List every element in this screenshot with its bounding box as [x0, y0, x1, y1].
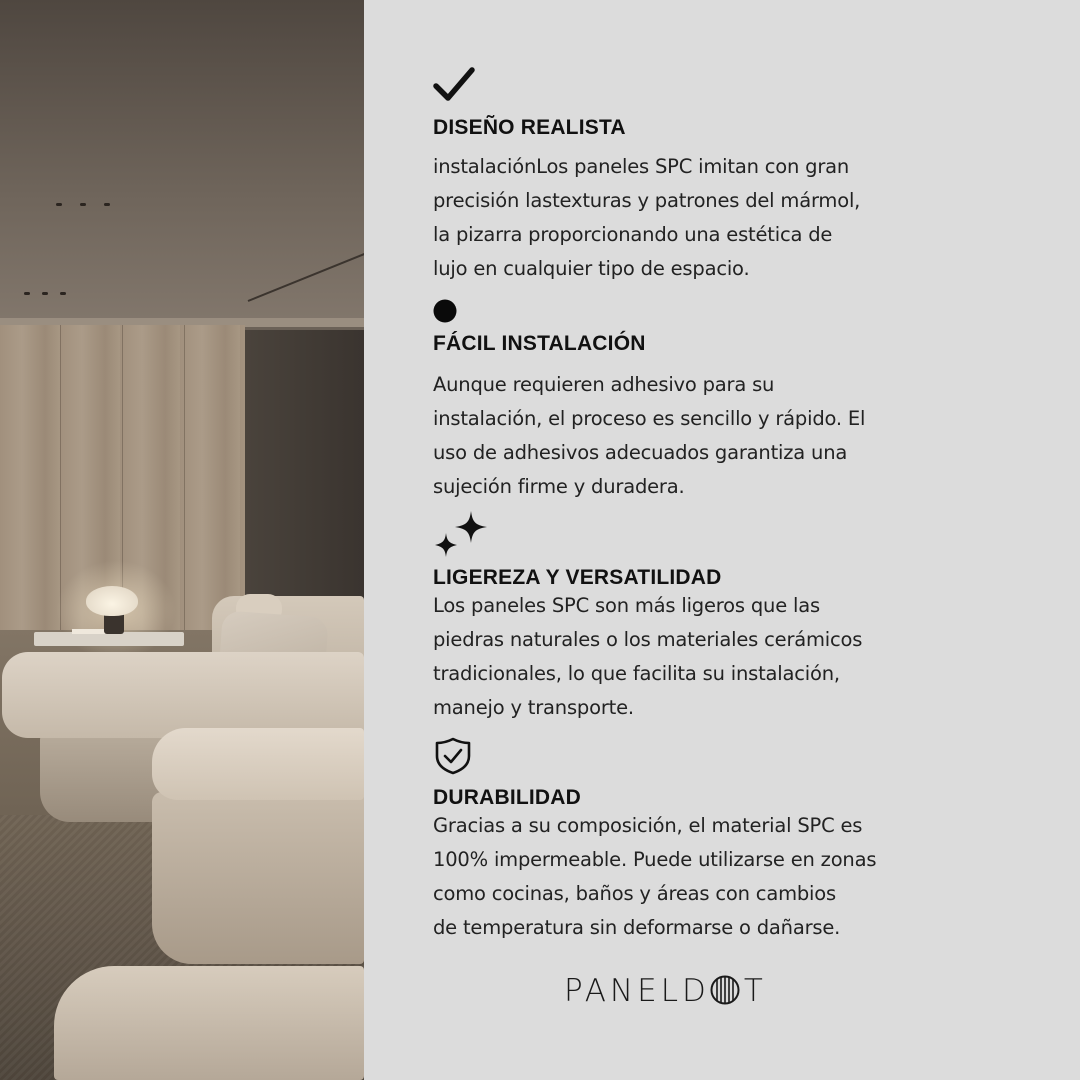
feature-section-easy-installation: [433, 330, 993, 504]
feature-section-durability: [433, 784, 993, 945]
description-line: Aunque requieren adhesivo para su: [433, 373, 775, 396]
feature-description: [433, 589, 993, 725]
description-line: piedras naturales o los materiales cerámicos: [433, 628, 863, 651]
description-line: manejo y transporte.: [433, 696, 634, 719]
description-line: precisión lastexturas y patrones del mármol,: [433, 189, 861, 212]
description-line: Gracias a su composición, el material SPC es: [433, 814, 863, 837]
shield-check-icon: [433, 736, 473, 776]
logo-text-prefix: PANELD: [564, 973, 710, 1009]
feature-section-realistic-design: [433, 114, 993, 286]
sparkles-icon: [433, 509, 493, 561]
description-line: lujo en cualquier tipo de espacio.: [433, 257, 750, 280]
feature-title: DISEÑO REALISTA: [433, 116, 626, 139]
feature-section-lightness-versatility: [433, 564, 993, 725]
description-line: instalación, el proceso es sencillo y rápido. El: [433, 407, 866, 430]
description-line: 100% impermeable. Puede utilizarse en zonas: [433, 848, 877, 871]
features-panel: [364, 0, 1080, 1080]
description-line: la pizarra proporcionando una estética de: [433, 223, 833, 246]
paneldot-logo: [564, 973, 767, 1009]
feature-title: DURABILIDAD: [433, 786, 582, 809]
feature-title: FÁCIL INSTALACIÓN: [433, 332, 646, 355]
description-line: sujeción firme y duradera.: [433, 475, 685, 498]
checkmark-icon: [433, 67, 475, 103]
logo-striped-o-icon: [710, 974, 740, 1006]
interior-living-room-photo: [0, 0, 364, 1080]
description-line: de temperatura sin deformarse o dañarse.: [433, 916, 841, 939]
description-line: instalaciónLos paneles SPC imitan con gran: [433, 155, 850, 178]
description-line: uso de adhesivos adecuados garantiza una: [433, 441, 848, 464]
feature-description: [433, 368, 993, 504]
feature-description: [433, 150, 993, 286]
description-line: Los paneles SPC son más ligeros que las: [433, 594, 820, 617]
description-line: como cocinas, baños y áreas con cambios: [433, 882, 836, 905]
logo-text-suffix: T: [743, 973, 767, 1009]
filled-circle-icon: [433, 299, 459, 325]
feature-title: LIGEREZA Y VERSATILIDAD: [433, 566, 722, 589]
description-line: tradicionales, lo que facilita su instalación,: [433, 662, 840, 685]
feature-description: [433, 809, 993, 945]
